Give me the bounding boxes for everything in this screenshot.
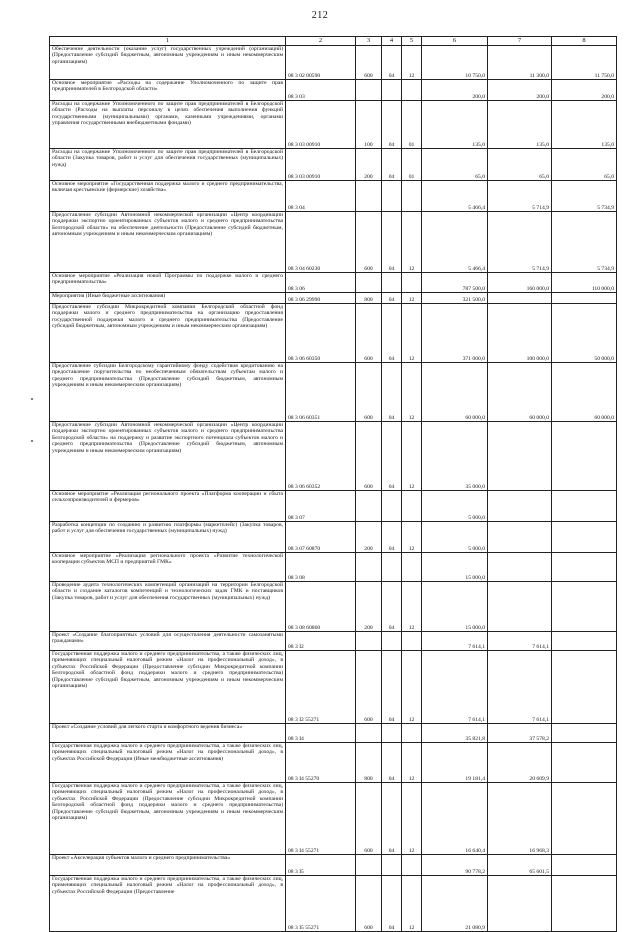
cell-pr: 12 [402,582,422,632]
cell-y2: 7 614,1 [488,632,552,651]
cell-rz: 04 [382,304,402,363]
cell-y2: 11 300,0 [488,46,552,80]
cell-vr [356,273,382,293]
cell-y1: 7 614,1 [422,632,488,651]
cell-y1: 10 750,0 [422,46,488,80]
cell-name: Предоставление субсидии Белгородскому гарантийному фонду содействия кредитованию на предоставление поручительства по необеспеченным обязательствам субъектам малого и среднего предпринимательства (Предоставление субсидий бюджетным, автономным учреждениям и иным некоммерческим организациям) [50,363,286,422]
cell-pr: 12 [402,651,422,724]
cell-pr [402,553,422,582]
cell-name: Государственная поддержка малого и среднего предпринимательства, а также физических лиц, применяющих специальный налоговый режим «Налог на профессиональный доход», в субъектах Российской Федерации (Предоставление субсидии Микрокредитной компании Белгородской областной фонд поддержки малого и среднего предпринимательства) (Предоставление субсидий бюджетным, автономным учреждениям и иным некоммерческим организациям) [50,783,286,855]
cell-y3: 60 000,0 [552,363,617,422]
cell-vr: 600 [356,422,382,491]
cell-y1: 35 000,0 [422,422,488,491]
cell-y2: 160 000,0 [488,273,552,293]
cell-pr: 12 [402,212,422,273]
cell-y2: 37 578,2 [488,724,552,743]
cell-csr: 08 3 08 [286,553,356,582]
cell-y3 [552,743,617,783]
cell-name: Основное мероприятие «Реализация регионального проекта «Платформа кооперации и сбыта сельхозпроизводителей и фермеров» [50,491,286,522]
cell-y2 [488,491,552,522]
table-row [50,876,617,932]
cell-y1: 15 000,0 [422,553,488,582]
cell-y1: 19 181,4 [422,743,488,783]
table-row [50,582,617,632]
table-row [50,181,617,212]
cell-y3: 110 000,0 [552,273,617,293]
table-row [50,422,617,491]
cell-name: Государственная поддержка малого и среднего предпринимательства, а также физических лиц, применяющих специальный налоговый режим «Налог на профессиональный доход», в субъектах Российской Федерации (Иные межбюджетные ассигнования) [50,743,286,783]
table-row [50,855,617,876]
cell-csr: 08 3 I2 [286,632,356,651]
cell-pr: 12 [402,363,422,422]
cell-rz: 04 [382,46,402,80]
cell-y2: 200,0 [488,80,552,101]
cell-rz: 04 [382,651,402,724]
cell-name: Основное мероприятие «Расходы на содержание Уполномоченного по защите прав предпринимателей в Белгородской области» [50,80,286,101]
cell-name: Обеспечение деятельности (оказание услуг) государственных учреждений (организаций) (Предоставление субсидий бюджетным, автономным учреждениям и иным некоммерческим организациям) [50,46,286,80]
cell-csr: 08 3 07 [286,491,356,522]
cell-y2: 5 714,9 [488,181,552,212]
cell-vr: 800 [356,293,382,304]
cell-pr [402,724,422,743]
cell-vr: 200 [356,522,382,553]
header-cell: 1 [50,37,286,46]
cell-y2: 5 714,9 [488,212,552,273]
cell-rz [382,273,402,293]
table-row [50,491,617,522]
cell-vr [356,181,382,212]
cell-vr: 600 [356,651,382,724]
header-cell: 5 [402,37,422,46]
cell-y2: 65 601,5 [488,855,552,876]
cell-name: Государственная поддержка малого и среднего предпринимательства, а также физических лиц, применяющих специальный налоговый режим «Налог на профессиональный доход», в субъектах Российской Федерации (Предоставление субсидии Микрокредитной компании Белгородской областной фонд поддержки малого и среднего предпринимательства) (Предоставление субсидий бюджетным, автономным учреждениям и иным некоммерческим организациям) [50,651,286,724]
cell-y3 [552,293,617,304]
cell-pr: 01 [402,101,422,149]
cell-rz: 04 [382,101,402,149]
cell-y2: 100 000,0 [488,304,552,363]
header-cell: 6 [422,37,488,46]
cell-vr: 600 [356,876,382,932]
cell-vr [356,632,382,651]
cell-rz [382,553,402,582]
cell-y3 [552,855,617,876]
cell-pr [402,632,422,651]
cell-y1: 5 466,4 [422,212,488,273]
cell-y2 [488,876,552,932]
table-row [50,743,617,783]
cell-vr [356,491,382,522]
cell-pr [402,855,422,876]
cell-vr: 800 [356,743,382,783]
cell-y3 [552,724,617,743]
cell-pr: 01 [402,149,422,181]
table-row [50,632,617,651]
cell-y3: 5 734,9 [552,212,617,273]
cell-y2: 65,0 [488,149,552,181]
cell-pr: 12 [402,522,422,553]
cell-csr: 08 3 08 60860 [286,582,356,632]
cell-y2: 16 968,3 [488,783,552,855]
cell-y1: 135,0 [422,101,488,149]
header-cell: 7 [488,37,552,46]
table-row [50,783,617,855]
cell-y2 [488,582,552,632]
cell-y2: 7 614,1 [488,651,552,724]
cell-y1: 200,0 [422,80,488,101]
cell-csr: 08 3 03 [286,80,356,101]
cell-csr: 08 3 I5 55271 [286,876,356,932]
cell-pr: 12 [402,293,422,304]
cell-y3 [552,582,617,632]
budget-table [49,36,617,932]
table-row [50,80,617,101]
header-cell: 2 [286,37,356,46]
table-row [50,651,617,724]
cell-pr: 12 [402,46,422,80]
table-row [50,149,617,181]
cell-name: Проект «Создание благоприятных условий для осуществления деятельности самозанятыми гражданами» [50,632,286,651]
cell-csr: 08 3 04 [286,181,356,212]
cell-csr: 08 3 06 60352 [286,422,356,491]
cell-vr: 200 [356,149,382,181]
cell-y1: 371 000,0 [422,304,488,363]
cell-pr: 12 [402,876,422,932]
table-row [50,724,617,743]
cell-csr: 08 3 06 60350 [286,304,356,363]
cell-y3 [552,422,617,491]
cell-y1: 15 000,0 [422,582,488,632]
cell-y2: 20 609,9 [488,743,552,783]
cell-y3 [552,876,617,932]
cell-y3 [552,783,617,855]
table-row [50,522,617,553]
cell-y3 [552,553,617,582]
cell-vr [356,80,382,101]
cell-name: Проект «Создание условий для легкого старта и комфортного ведения бизнеса» [50,724,286,743]
cell-name: Расходы на содержание Уполномоченного по защите прав предпринимателей в Белгородской области (Закупка товаров, работ и услуг для обеспечения государственных (муниципальных) нужд) [50,149,286,181]
cell-name: Государственная поддержка малого и среднего предпринимательства, а также физических лиц, применяющих специальный налоговый режим «Налог на профессиональный доход», в субъектах Российской Федерации (Предоставление [50,876,286,932]
cell-y1: 7 614,1 [422,651,488,724]
cell-y1: 35 821,8 [422,724,488,743]
cell-pr [402,273,422,293]
cell-rz: 04 [382,422,402,491]
header-cell: 3 [356,37,382,46]
cell-rz: 04 [382,363,402,422]
cell-csr: 08 3 03 00910 [286,149,356,181]
cell-vr: 100 [356,101,382,149]
cell-csr: 08 3 I5 [286,855,356,876]
table-row [50,273,617,293]
cell-y1: 90 778,2 [422,855,488,876]
cell-y1: 321 500,0 [422,293,488,304]
header-cell: 4 [382,37,402,46]
cell-y1: 21 080,9 [422,876,488,932]
cell-rz [382,724,402,743]
cell-csr: 08 3 03 00910 [286,101,356,149]
cell-vr [356,553,382,582]
cell-pr [402,80,422,101]
cell-y2 [488,553,552,582]
cell-vr [356,724,382,743]
cell-y1: 5 000,0 [422,491,488,522]
cell-rz [382,80,402,101]
cell-vr: 600 [356,46,382,80]
cell-y2: 60 000,0 [488,363,552,422]
cell-y2 [488,293,552,304]
cell-vr: 600 [356,304,382,363]
cell-pr [402,181,422,212]
cell-rz: 04 [382,293,402,304]
cell-csr: 08 3 I4 55271 [286,783,356,855]
cell-name: Мероприятия (Иные бюджетные ассигнования) [50,293,286,304]
scan-mark [31,398,33,400]
cell-csr: 08 3 I2 55271 [286,651,356,724]
cell-name: Проект «Акселерация субъектов малого и среднего предпринимательства» [50,855,286,876]
cell-pr: 12 [402,304,422,363]
cell-y3: 135,0 [552,101,617,149]
cell-y1: 60 000,0 [422,363,488,422]
cell-y1: 787 500,0 [422,273,488,293]
cell-name: Основное мероприятие «Государственная поддержка малого и среднего предпринимательства, включая крестьянские (фермерские) хозяйства» [50,181,286,212]
cell-vr: 600 [356,363,382,422]
cell-rz [382,491,402,522]
cell-name: Предоставление субсидии Автономной некоммерческой организации «Центр координации поддержки экспортно ориентированных субъектов малого и среднего предпринимательства Белгородской области» на обеспечение деятельности (Предоставление субсидий бюджетным, автономным учреждениям и иным некоммерческим организациям) [50,212,286,273]
cell-pr: 12 [402,422,422,491]
table-row [50,553,617,582]
cell-name: Основное мероприятие «Реализация регионального проекта «Развитие технологической кооперации субъектов МСП и предприятий ГМК» [50,553,286,582]
table-row [50,293,617,304]
cell-csr: 08 3 06 60351 [286,363,356,422]
cell-y3 [552,651,617,724]
cell-vr: 600 [356,783,382,855]
cell-csr: 08 3 I4 55270 [286,743,356,783]
table-row [50,304,617,363]
cell-csr: 08 3 06 29990 [286,293,356,304]
cell-vr: 200 [356,582,382,632]
cell-name: Основное мероприятие «Реализация новой Программы по поддержке малого и среднего предпринимательства» [50,273,286,293]
cell-y2: 135,0 [488,101,552,149]
cell-name: Предоставление субсидии Автономной некоммерческой организации «Центр координации поддержки экспортно ориентированных субъектов малого и среднего предпринимательства Белгородской области» на поддержку и развитие экспортного потенциала субъектов малого и среднего предпринимательства (Предоставление субсидий бюджетным, автономным учреждениям и иным некоммерческим организациям) [50,422,286,491]
cell-rz [382,855,402,876]
table-row [50,212,617,273]
cell-rz: 04 [382,582,402,632]
cell-csr: 08 3 02 00590 [286,46,356,80]
cell-pr [402,491,422,522]
table-row [50,46,617,80]
cell-y1: 5 466,4 [422,181,488,212]
cell-rz: 04 [382,743,402,783]
cell-rz: 04 [382,876,402,932]
table-row [50,101,617,149]
table-row [50,363,617,422]
cell-y3: 11 750,0 [552,46,617,80]
cell-y1: 16 640,4 [422,783,488,855]
cell-name: Разработка концепции по созданию и развитию платформы (маркетплейс) (Закупка товаров, работ и услуг для обеспечения государственных (муниципальных) нужд) [50,522,286,553]
cell-pr: 12 [402,743,422,783]
cell-rz: 04 [382,212,402,273]
cell-rz: 04 [382,783,402,855]
cell-y1: 5 000,0 [422,522,488,553]
table-header-row [50,37,617,46]
cell-csr: 08 3 07 60870 [286,522,356,553]
cell-pr: 12 [402,783,422,855]
cell-rz: 04 [382,522,402,553]
cell-rz [382,632,402,651]
header-cell: 8 [552,37,617,46]
page-number: 212 [311,10,329,21]
cell-rz [382,181,402,212]
cell-y3: 5 734,9 [552,181,617,212]
cell-y2 [488,422,552,491]
cell-name: Предоставление субсидии Микрокредитной компании Белгородский областной фонд поддержки малого и среднего предпринимательства на организацию предоставления государственной поддержки малого и среднего предпринимательства (Предоставление субсидий бюджетным, автономным учреждениям и иным некоммерческим организациям) [50,304,286,363]
cell-csr: 08 3 06 [286,273,356,293]
cell-y3 [552,491,617,522]
scan-mark [31,440,33,442]
cell-y3 [552,632,617,651]
cell-y3: 50 000,0 [552,304,617,363]
cell-vr: 600 [356,212,382,273]
cell-y3 [552,522,617,553]
cell-rz: 04 [382,149,402,181]
cell-vr [356,855,382,876]
cell-name: Проведение аудита технологических компетенций организаций на территории Белгородской области и создание каталогов компетенций и технологических задач ГМК и поставщиков (Закупка товаров, работ и услуг для обеспечения государственных (муниципальных) нужд) [50,582,286,632]
cell-y3: 200,0 [552,80,617,101]
cell-name: Расходы на содержание Уполномоченного по защите прав предпринимателей в Белгородской области (Расходы на выплаты персоналу в целях обеспечения выполнения функций государственными (муниципальными) органами, казенными учреждениями, органами управления государственными внебюджетными фондами) [50,101,286,149]
cell-y3: 65,0 [552,149,617,181]
cell-y1: 65,0 [422,149,488,181]
cell-y2 [488,522,552,553]
cell-csr: 08 3 I4 [286,724,356,743]
cell-csr: 08 3 04 60230 [286,212,356,273]
